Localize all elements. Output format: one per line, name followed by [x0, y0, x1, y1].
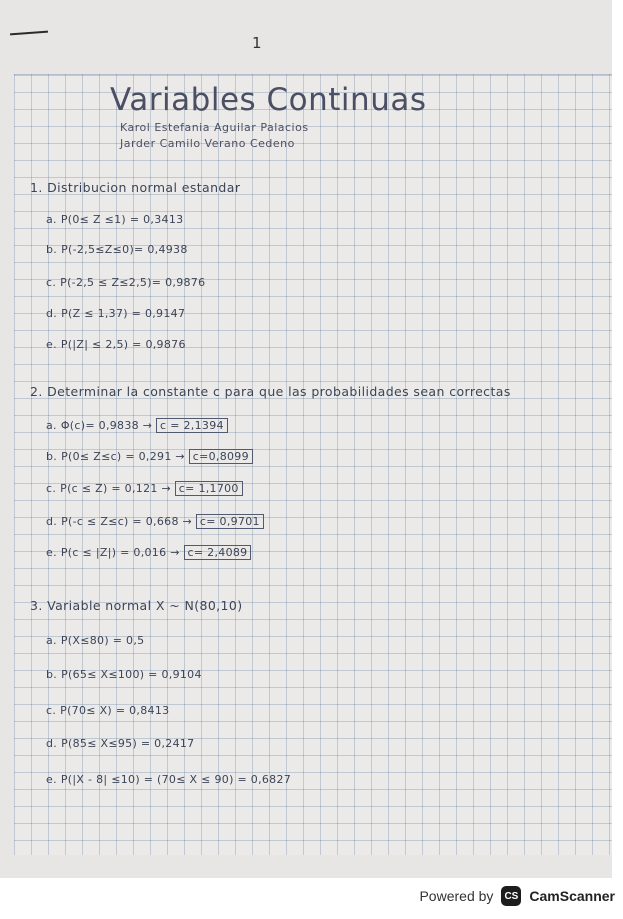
list-item: [46, 704, 169, 717]
list-item: [46, 515, 264, 528]
boxed-answer: c = 2,1394: [156, 418, 228, 433]
item-letter: e.: [46, 546, 57, 559]
camscanner-brand: CamScanner: [529, 888, 615, 904]
item-text: P(-c ≤ Z≤c) = 0,668 →: [61, 515, 193, 528]
list-item: [46, 338, 186, 351]
list-item: [46, 482, 243, 495]
author-name: Jarder Camilo Verano Cedeno: [120, 137, 295, 150]
item-text: P(Z ≤ 1,37) = 0,9147: [61, 307, 186, 320]
item-text: P(85≤ X≤95) = 0,2417: [61, 737, 195, 750]
list-item: [46, 276, 205, 289]
list-item: [46, 213, 183, 226]
item-text: P(X≤80) = 0,5: [60, 634, 145, 647]
list-item: [46, 419, 228, 432]
page-number: 1: [252, 34, 262, 52]
camscanner-watermark: [419, 883, 615, 909]
item-letter: c.: [46, 482, 57, 495]
item-letter: d.: [46, 515, 58, 528]
item-text: P(0≤ Z ≤1) = 0,3413: [60, 213, 184, 226]
list-item: [46, 450, 253, 463]
item-text: P(65≤ X≤100) = 0,9104: [61, 668, 202, 681]
pen-stroke-mark: [10, 31, 48, 36]
list-item: [46, 307, 185, 320]
item-text: P(c ≤ |Z|) = 0,016 →: [60, 546, 180, 559]
section-heading: 2. Determinar la constante c para que las probabilidades sean correctas: [30, 384, 511, 399]
item-text: P(|X - 8| ≤10) = (70≤ X ≤ 90) = 0,6827: [60, 773, 292, 786]
item-letter: b.: [46, 243, 58, 256]
boxed-answer: c= 1,1700: [175, 481, 243, 496]
item-letter: a.: [46, 419, 57, 432]
item-text: P(70≤ X) = 0,8413: [60, 704, 170, 717]
boxed-answer: c= 2,4089: [184, 545, 252, 560]
item-text: P(|Z| ≤ 2,5) = 0,9876: [60, 338, 186, 351]
item-text: Φ(c)= 0,9838 →: [60, 419, 153, 432]
item-letter: a.: [46, 213, 57, 226]
item-letter: c.: [46, 276, 57, 289]
item-text: P(-2,5≤Z≤0)= 0,4938: [61, 243, 188, 256]
list-item: [46, 634, 144, 647]
list-item: [46, 773, 291, 786]
author-name: Karol Estefania Aguilar Palacios: [120, 121, 309, 134]
boxed-answer: c=0,8099: [189, 449, 253, 464]
list-item: [46, 546, 251, 559]
item-letter: b.: [46, 450, 58, 463]
section-heading: 3. Variable normal X ~ N(80,10): [30, 598, 243, 613]
boxed-answer: c= 0,9701: [196, 514, 264, 529]
item-letter: d.: [46, 737, 58, 750]
item-letter: d.: [46, 307, 58, 320]
item-letter: e.: [46, 338, 57, 351]
list-item: [46, 668, 202, 681]
list-item: [46, 737, 194, 750]
item-text: P(-2,5 ≤ Z≤2,5)= 0,9876: [60, 276, 206, 289]
item-letter: e.: [46, 773, 57, 786]
section-heading: 1. Distribucion normal estandar: [30, 180, 241, 195]
item-text: P(c ≤ Z) = 0,121 →: [60, 482, 171, 495]
page-title: Variables Continuas: [110, 82, 427, 118]
powered-by-label: Powered by: [419, 888, 494, 904]
item-letter: b.: [46, 668, 58, 681]
list-item: [46, 243, 188, 256]
camscanner-logo-icon: CS: [501, 886, 521, 906]
item-letter: c.: [46, 704, 57, 717]
item-letter: a.: [46, 634, 57, 647]
item-text: P(0≤ Z≤c) = 0,291 →: [61, 450, 185, 463]
